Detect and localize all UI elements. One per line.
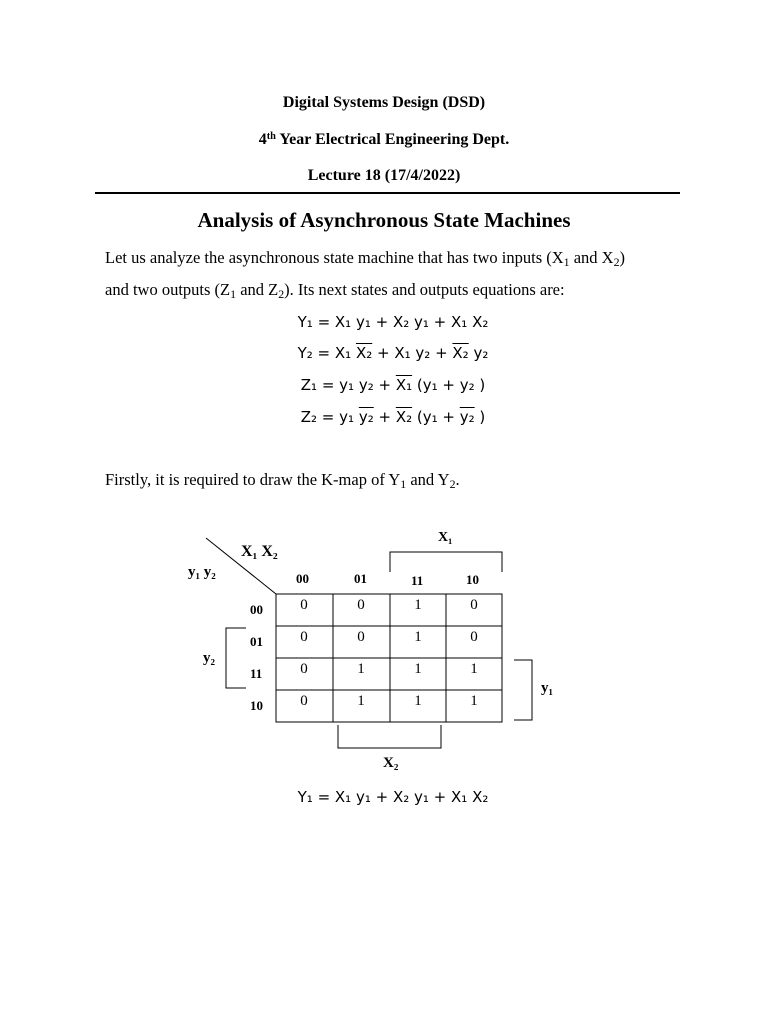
row-header-11: 11	[250, 666, 263, 681]
eq-y2-a: Y₂ = X₁	[297, 344, 356, 362]
eq-z2-d: X₂	[395, 408, 413, 426]
intro-line-1	[105, 248, 685, 268]
x1-label: X₁	[438, 530, 453, 545]
kmap-intro-b: and Y	[406, 470, 450, 489]
department-text: Year Electrical Engineering Dept.	[275, 131, 510, 148]
kmap-corner-top-label: X₁ X₂	[241, 543, 278, 560]
header-rule	[95, 192, 680, 194]
y1-label: y₁	[541, 680, 553, 696]
department-line	[0, 131, 768, 149]
intro-text-c: )	[619, 248, 626, 267]
eq-z2-e: (y₁ +	[412, 408, 460, 426]
kmap-cell-r2-c3: 1	[470, 661, 478, 677]
x2-bracket	[338, 725, 441, 748]
eq-z1-a: Z₁ = y₁ y₂ +	[300, 376, 396, 394]
eq-y2-c: + X₁ y₂ +	[372, 344, 453, 362]
y2-label: y₂	[203, 650, 215, 666]
kmap-cell-r3-c0: 0	[300, 693, 308, 709]
intro-text-e: and Z	[236, 280, 279, 299]
equation-z2	[0, 408, 768, 426]
intro-sub-c: 1	[230, 286, 237, 301]
kmap-cell-r0-c2: 1	[414, 597, 422, 613]
intro-text-b: and X	[569, 248, 614, 267]
kmap-cell-r1-c3: 0	[470, 629, 478, 645]
course-title: Digital Systems Design (DSD)	[282, 94, 486, 111]
intro-line-2	[105, 280, 685, 300]
equation-z1	[0, 376, 768, 394]
eq-z2-a: Z₂ = y₁	[300, 408, 359, 426]
kmap-intro-c: .	[455, 470, 460, 489]
kmap-cell-r1-c2: 1	[414, 629, 422, 645]
col-header-11: 11	[411, 573, 424, 588]
eq-z1-b: X₁	[395, 376, 413, 394]
eq-y2-d: X₂	[452, 344, 469, 362]
year-number: 4	[258, 131, 267, 148]
intro-sub-a: 1	[563, 254, 570, 269]
result-equation: Y₁ = X₁ y₁ + X₂ y₁ + X₁ X₂	[297, 788, 489, 806]
equation-y1: Y₁ = X₁ y₁ + X₂ y₁ + X₁ X₂	[297, 313, 489, 331]
kmap-cell-r0-c3: 0	[470, 597, 478, 613]
y1-bracket	[514, 660, 532, 720]
eq-y2-b: X₂	[355, 344, 373, 362]
eq-z1-c: (y₁ + y₂ )	[412, 376, 486, 394]
kmap-cell-r1-c1: 0	[357, 629, 365, 645]
eq-z2-f: y₂	[459, 408, 475, 426]
row-header-00: 00	[250, 602, 263, 617]
col-header-01: 01	[354, 571, 367, 586]
kmap-cell-r2-c1: 1	[357, 661, 365, 677]
intro-text-d: and two outputs (Z	[105, 280, 231, 299]
kmap-cell-r2-c0: 0	[300, 661, 308, 677]
intro-text-f: ). Its next states and outputs equations are:	[284, 280, 565, 299]
intro-sub-d: 2	[278, 286, 285, 301]
kmap-cell-r3-c1: 1	[357, 693, 365, 709]
col-header-00: 00	[296, 571, 309, 586]
kmap-cell-r3-c2: 1	[414, 693, 422, 709]
kmap-cell-r1-c0: 0	[300, 629, 308, 645]
eq-z2-g: )	[474, 408, 486, 426]
row-header-01: 01	[250, 634, 263, 649]
kmap-cell-r3-c3: 1	[470, 693, 478, 709]
intro-sub-b: 2	[613, 254, 620, 269]
page-title: Analysis of Asynchronous State Machines	[197, 208, 571, 232]
x2-label: X₂	[383, 755, 399, 771]
kmap-intro	[105, 470, 685, 490]
x1-bracket	[390, 552, 502, 572]
col-header-10: 10	[466, 572, 479, 587]
year-suffix: th	[266, 130, 276, 142]
row-header-10: 10	[250, 698, 263, 713]
kmap-intro-a: Firstly, it is required to draw the K-map of Y	[105, 470, 401, 489]
kmap-corner-left-label: y₁ y₂	[188, 564, 216, 580]
lecture-line: Lecture 18 (17/4/2022)	[307, 167, 461, 184]
eq-z2-b: y₂	[358, 408, 374, 426]
eq-y2-e: y₂	[468, 344, 489, 362]
kmap-cell-r2-c2: 1	[414, 661, 422, 677]
intro-text-a: Let us analyze the asynchronous state machine that has two inputs (X	[105, 248, 564, 267]
y2-bracket	[226, 628, 246, 688]
equation-y2	[0, 344, 768, 362]
kmap-cell-r0-c0: 0	[300, 597, 308, 613]
eq-z2-c: +	[373, 408, 396, 426]
kmap-intro-sub-a: 1	[400, 476, 407, 491]
kmap-cell-r0-c1: 0	[357, 597, 365, 613]
kmap-intro-sub-b: 2	[449, 476, 456, 491]
